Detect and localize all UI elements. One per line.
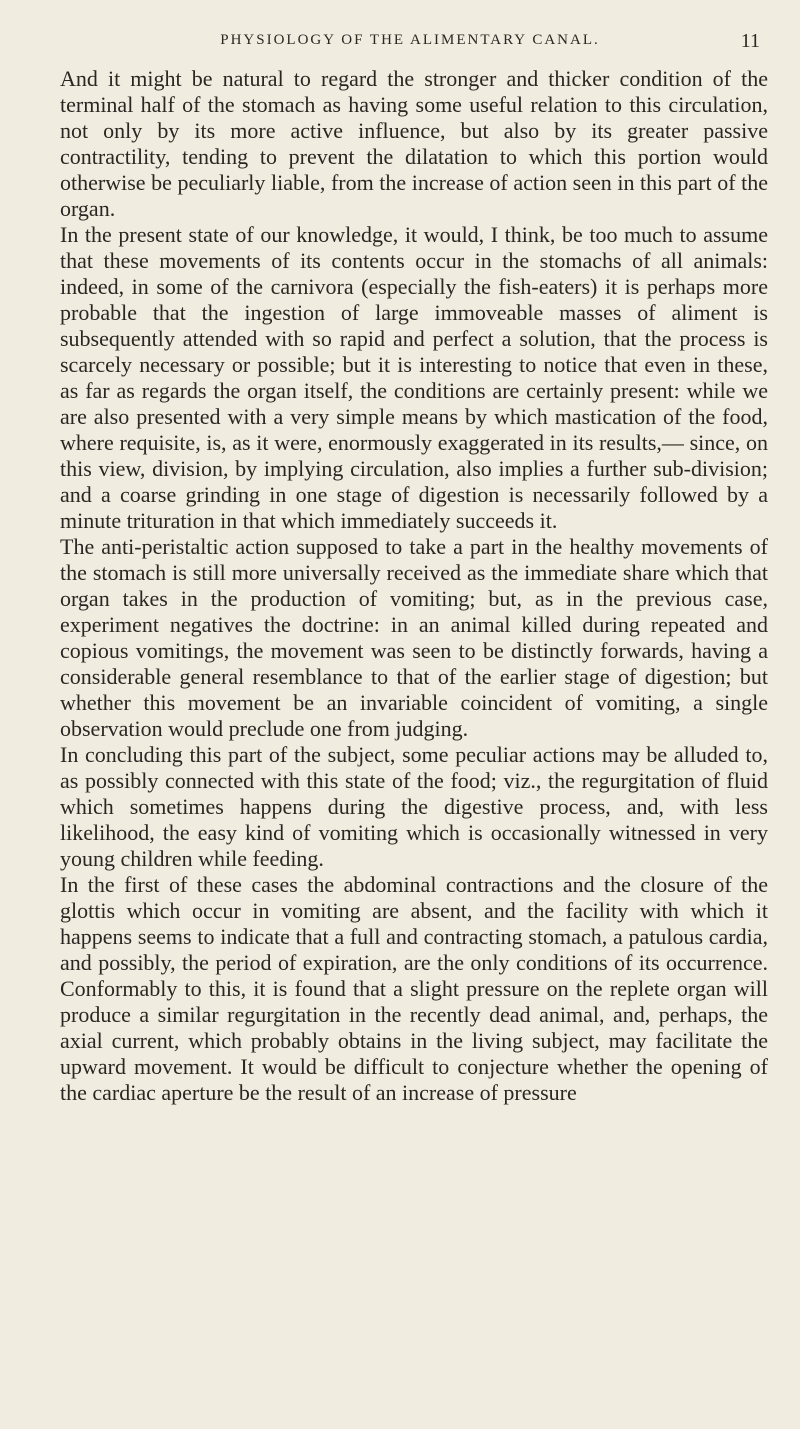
paragraph: In the first of these cases the abdominal contractions and the closure of the glottis which occur in vomiting are absent, and the facility with which it happens seems to indicate that a full and contracting stomach, a patulous cardia, and possibly, the period of expiration, are the only conditions of its occurrence. Conformably to this, it is found that a slight pressure on the replete organ will produce a similar regurgitation in the recently dead animal, and, perhaps, the axial current, which probably obtains in the living subject, may facilitate the upward movement. It would be difficult to conjecture whether the opening of the cardiac aperture be the result of an increase of pressure	[60, 872, 768, 1105]
body-text	[60, 66, 768, 1106]
running-title: PHYSIOLOGY OF THE ALIMENTARY CANAL.	[220, 32, 600, 48]
page-number: 11	[740, 30, 760, 52]
paragraph: In the present state of our knowledge, it would, I think, be too much to assume that these movements of its contents occur in the stomachs of all animals: indeed, in some of the carnivora (especially the fish-eaters) it is perhaps more probable that the ingestion of large immoveable masses of aliment is subsequently attended with so rapid and perfect a solution, that the process is scarcely necessary or possible; but it is interesting to notice that even in these, as far as regards the organ itself, the conditions are certainly present: while we are also presented with a very simple means by which mastication of the food, where requisite, is, as it were, enormously exaggerated in its results,— since, on this view, division, by implying circulation, also implies a further sub-division; and a coarse grinding in one stage of digestion is necessarily followed by a minute trituration in that which immediately succeeds it.	[60, 222, 768, 533]
running-head	[60, 30, 760, 54]
paragraph: In concluding this part of the subject, some peculiar actions may be alluded to, as possibly connected with this state of the food; viz., the regurgitation of fluid which sometimes happens during the digestive process, and, with less likelihood, the easy kind of vomiting which is occasionally witnessed in very young children while feeding.	[60, 742, 768, 871]
paragraph: And it might be natural to regard the stronger and thicker condition of the terminal half of the stomach as having some useful relation to this circulation, not only by its more active influence, but also by its greater passive contractility, tending to prevent the dilatation to which this portion would otherwise be peculiarly liable, from the increase of action seen in this part of the organ.	[60, 66, 768, 221]
paragraph: The anti-peristaltic action supposed to take a part in the healthy movements of the stomach is still more universally received as the immediate share which that organ takes in the production of vomiting; but, as in the previous case, experiment negatives the doctrine: in an animal killed during repeated and copious vomitings, the movement was seen to be distinctly forwards, having a considerable general resemblance to that of the earlier stage of digestion; but whether this movement be an invariable coincident of vomiting, a single observation would preclude one from judging.	[60, 534, 768, 741]
